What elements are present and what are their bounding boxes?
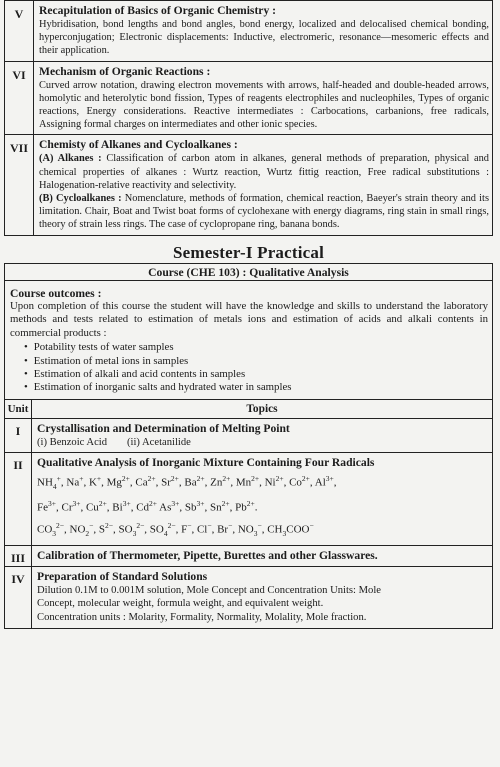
theory-units-table bbox=[4, 0, 493, 236]
list-item: • Estimation of alkali and acid contents in samples bbox=[24, 368, 488, 381]
unit-title: Qualitative Analysis of Inorganic Mixture Containing Four Radicals bbox=[37, 456, 375, 470]
unit-items bbox=[37, 436, 488, 450]
practical-unit-iii bbox=[5, 546, 492, 567]
unit-title: Recapitulation of Basics of Organic Chemistry : bbox=[39, 4, 277, 17]
course-title: Course (CHE 103) : Qualitative Analysis bbox=[5, 264, 492, 281]
unit-number: II bbox=[5, 453, 32, 544]
unit-title: Mechanism of Organic Reactions : bbox=[39, 64, 211, 78]
course-outcomes bbox=[5, 281, 492, 400]
unit-title: Chemisty of Alkanes and Cycloalkanes : bbox=[39, 138, 238, 152]
outcomes-list bbox=[24, 341, 488, 395]
syllabus-page bbox=[4, 0, 493, 629]
outcomes-text: Upon completion of this course the student will have the knowledge and skills to understand the laboratory methods and tests related to estimation of metals ions and estimation of acids and alkali contents in commercial products : bbox=[10, 300, 488, 339]
unit-row-vii bbox=[5, 135, 493, 235]
unit-title: Crystallisation and Determination of Melting Point bbox=[37, 421, 290, 435]
unit-number: VII bbox=[5, 135, 34, 235]
alkanes-paragraph bbox=[39, 152, 489, 192]
practical-unit-i bbox=[5, 419, 492, 454]
practical-unit-iv bbox=[5, 567, 492, 629]
alkanes-label: (A) Alkanes : bbox=[39, 153, 102, 165]
unit-title: Preparation of Standard Solutions bbox=[37, 569, 208, 583]
cycloalkanes-text: Nomenclature, methods of formation, chemical reaction, Baeyer's strain theory and its limitation. Chair, Boat and Twist boat forms of cyclohexane with energy diagrams, ring stain in small rings, theory of strain less rings. The case of cyclopropane ring, banana bonds. bbox=[39, 193, 489, 231]
practical-unit-ii bbox=[5, 453, 492, 545]
list-item: • Estimation of inorganic salts and hydrated water in samples bbox=[24, 381, 488, 394]
practical-table bbox=[4, 263, 493, 629]
unit-number: V bbox=[5, 1, 34, 62]
list-item: • Estimation of metal ions in samples bbox=[24, 355, 488, 368]
unit-title: Calibration of Thermometer, Pipette, Burettes and other Glasswares. bbox=[37, 548, 378, 562]
unit-number: IV bbox=[5, 567, 32, 628]
topics-header-row bbox=[5, 400, 492, 419]
unit-number: I bbox=[5, 419, 32, 453]
radicals-list: $NH_4^+$, Na+, K+, $Mg^{2+}$, $Ca^{2+}$, $Sr^{2+}$, $Ba^{2+}$, $Zn^{2+}$, $Mn^{2+}$, $Ni^{2+}$, $Co^{2+}$, $Al^{3+}$, $Fe^{3+}$, $Cr^{3+}$, $Cu^{2+}$, $Bi^{3+}$, $Cd^{2+}$ $As^{3+}$, $Sb^{3+}$, $Sn^{2+}$, $Pb^{2+}$. $CO_3^{2-}$, $NO_2^-$, $S^{2-}$, $SO_3^{2-}$, $SO_4^{2-}$, F−, Cl−, Br−, $NO_3^-$, $CH_3COO^-$ bbox=[37, 474, 337, 538]
unit-text: Curved arrow notation, drawing electron movements with arrows, half-headed and double-headed arrows, homolytic and heterolytic bond fission, Types of reagents electrophiles and nucleophiles, Types of organic reactions, Energy considerations. Reactive intermediates : Carbocations, carbanions, free radicals, Assigning formal charges on intermediates and other ionic species. bbox=[39, 79, 489, 131]
cycloalkanes-label: (B) Cycloalkanes : bbox=[39, 193, 122, 205]
topics-column-header: Topics bbox=[246, 402, 278, 415]
unit-line: Dilution 0.1M to 0.001M solution, Mole Concept and Concentration Units: Mole bbox=[37, 584, 381, 596]
unit-row-vi bbox=[5, 61, 493, 135]
unit-line: Concept, molecular weight, formula weight, and equivalent weight. bbox=[37, 598, 324, 610]
unit-number: III bbox=[5, 546, 32, 566]
alkanes-text: Classification of carbon atom in alkanes, general methods of preparation, physical and chemical properties of alkanes : Wurtz reaction, Wurtz fittig reaction, Free radical substitutions : Halogenation-relative reactivity and selectivity. bbox=[39, 153, 489, 191]
unit-text: Hybridisation, bond lengths and bond angles, bond energy, localized and delocalised chemical bonding, hyperconjugation; Electronic displacements: Inductive, electromeric, resonance—mesomeric effects and their application. bbox=[39, 19, 489, 57]
outcomes-title: Course outcomes : bbox=[10, 286, 102, 300]
item-benzoic-acid: (i) Benzoic Acid bbox=[37, 436, 108, 448]
unit-line: Concentration units : Molarity, Formality, Normality, Molality, Mole fraction. bbox=[37, 612, 367, 624]
unit-column-header: Unit bbox=[5, 400, 32, 418]
cycloalkanes-paragraph bbox=[39, 192, 489, 232]
unit-row-v bbox=[5, 1, 493, 62]
unit-number: VI bbox=[5, 61, 34, 135]
practical-heading: Semester-I Practical bbox=[172, 242, 325, 262]
list-item: • Potability tests of water samples bbox=[24, 341, 488, 354]
item-acetanilide: (ii) Acetanilide bbox=[127, 436, 191, 448]
